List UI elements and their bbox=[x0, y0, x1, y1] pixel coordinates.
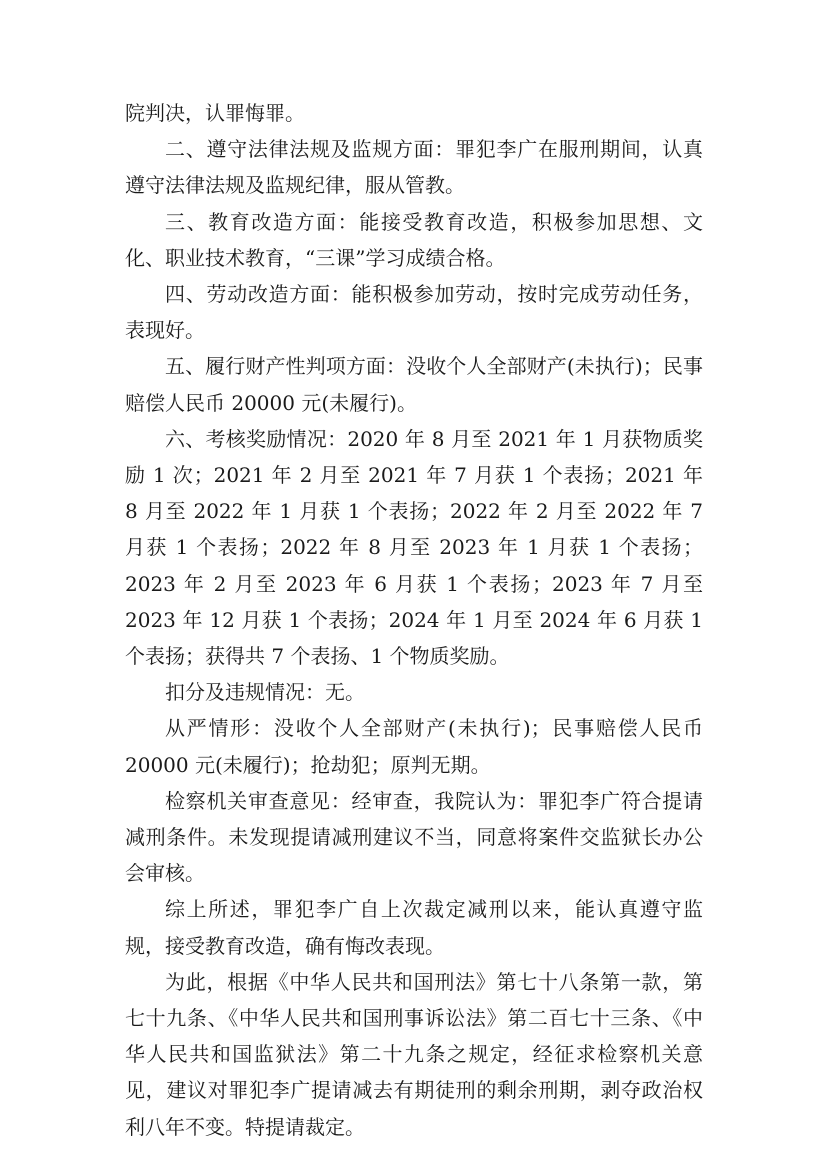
paragraph-strict-circumstances: 从严情形：没收个人全部财产(未执行)；民事赔偿人民币 20000 元(未履行)；抢劫犯；原判无期。 bbox=[125, 716, 703, 777]
document-page bbox=[125, 95, 703, 1145]
paragraph-rewards: 六、考核奖励情况：2020 年 8 月至 2021 年 1 月获物质奖励 1 次；2021 年 2 月至 2021 年 7 月获 1 个表扬；2021 年 8 月至 2022 年 1 月获 1 个表扬；2022 年 2 月至 2022 年 7 月获 1 个表扬；2022 年 8 月至 2023 年 1 月获 1 个表扬；2023 年 2 月至 2023 年 6 月获 1 个表扬；2023 年 7 月至 2023 年 12 月获 1 个表扬；2024 年 1 月至 2024 年 6 月获 1 个表扬；获得共 7 个表扬、1 个物质奖励。 bbox=[125, 426, 703, 669]
paragraph-labor-reform: 四、劳动改造方面：能积极参加劳动，按时完成劳动任务，表现好。 bbox=[125, 282, 703, 343]
paragraph-procuratorate-opinion: 检察机关审查意见：经审查，我院认为：罪犯李广符合提请减刑条件。未发现提请减刑建议不当，同意将案件交监狱长办公会审核。 bbox=[125, 788, 703, 886]
paragraph-conclusion: 为此，根据《中华人民共和国刑法》第七十八条第一款，第七十九条、《中华人民共和国刑事诉讼法》第二百七十三条、《中华人民共和国监狱法》第二十九条之规定，经征求检察机关意见，建议对罪犯李广提请减去有期徒刑的剩余刑期，剥夺政治权利八年不变。特提请裁定。 bbox=[125, 969, 703, 1139]
paragraph-continuation: 院判决，认罪悔罪。 bbox=[125, 101, 305, 125]
paragraph-summary: 综上所述，罪犯李广自上次裁定减刑以来，能认真遵守监规，接受教育改造，确有悔改表现。 bbox=[125, 897, 703, 958]
paragraph-violations: 扣分及违规情况：无。 bbox=[165, 680, 365, 705]
paragraph-law-compliance: 二、遵守法律法规及监规方面：罪犯李广在服刑期间，认真遵守法律法规及监规纪律，服从管教。 bbox=[125, 137, 703, 198]
paragraph-education-reform: 三、教育改造方面：能接受教育改造，积极参加思想、文化、职业技术教育，“三课”学习成绩合格。 bbox=[125, 209, 703, 270]
paragraph-property-judgment: 五、履行财产性判项方面：没收个人全部财产(未执行)；民事赔偿人民币 20000 元(未履行)。 bbox=[125, 354, 703, 415]
